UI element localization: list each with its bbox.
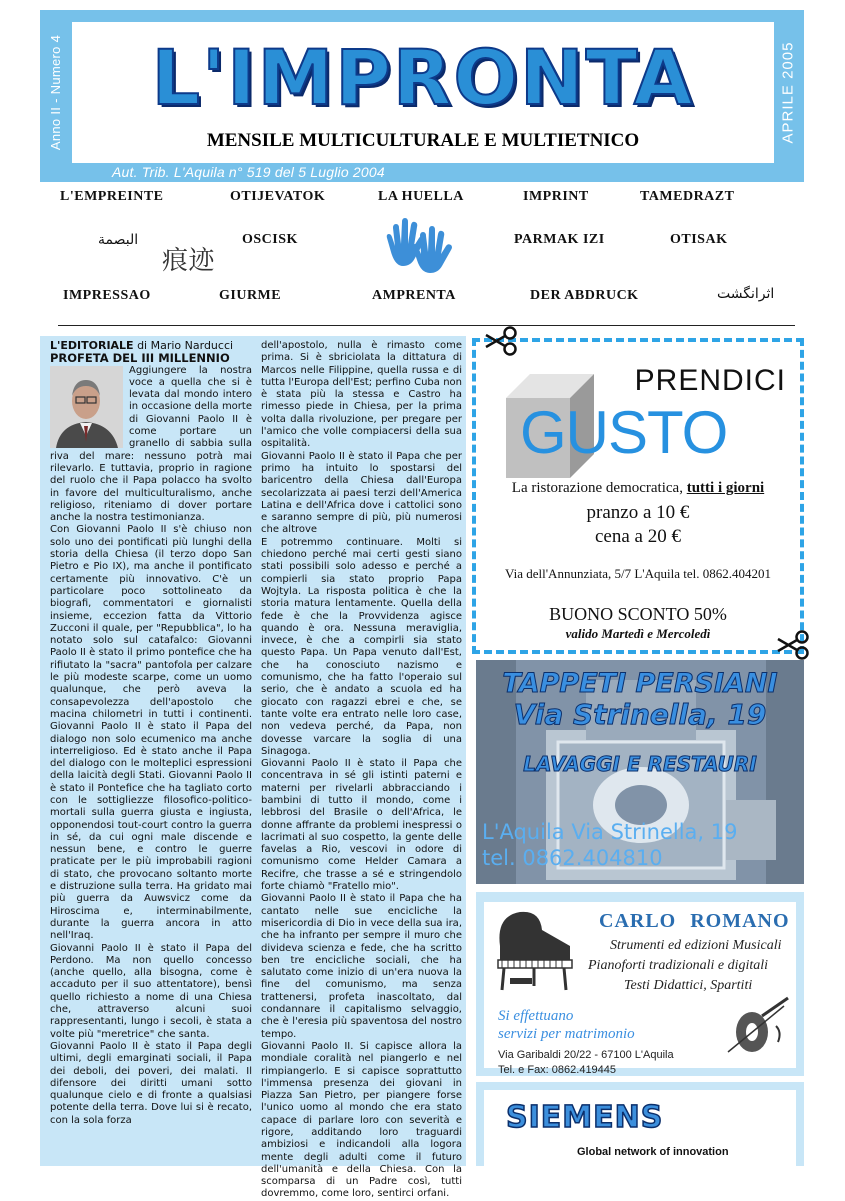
tutti-i-giorni: tutti i giorni xyxy=(686,480,765,496)
word-giurme: GIURME xyxy=(219,288,282,303)
issue-number xyxy=(42,22,70,163)
article-paragraph: Giovanni Paolo II è stato il Papa del Perdono. Ma non quello concesso (anche quello, alla bisogna, come è accaduto per il suo attentatore), bensì quello richiesto a nome di una Chiesa che, attraverso alcuni suoi rappresentanti, lungo i secoli, è stata a volte più "meretrice" che santa. xyxy=(50,942,252,1040)
carlo-address: Via Garibaldi 20/22 - 67100 L'Aquila xyxy=(498,1049,674,1061)
date-label: APRILE 2005 xyxy=(779,41,797,144)
carlo-romano-box xyxy=(484,902,796,1076)
issue-label: Anno II - Numero 4 xyxy=(48,34,64,151)
violin-icon xyxy=(724,996,794,1056)
siemens-tagline: Global network of innovation xyxy=(577,1146,729,1158)
gusto-text: GUSTO xyxy=(520,399,728,466)
cena-price: cena a 20 € xyxy=(595,526,681,547)
article-paragraph: Giovanni Paolo II. Si capisce allora la mondiale coralità nel piangerlo e nel rimpiangerlo. E si capisce soprattutto l'immensa presenza dei giovani in Piazza San Pietro, per piangere forse l'unico uomo al mondo che era stato capace di parlare loro con severità e rigore, additando loro traguardi ambiziosi e indicandoli alla logora mente degli adulti come il futuro dell'umanità e della Chiesa. Con la scomparsa di un Padre così, tutti dovremmo, come loro, sentirci orfani. xyxy=(261,1040,462,1200)
tappeti-services: LAVAGGI E RESTAURI xyxy=(523,752,757,776)
coupon-validity: valido Martedì e Mercoledì xyxy=(565,626,711,641)
article-paragraph: Giovanni Paolo II è stato il Papa che per primo ha intuito lo spostarsi del baricentro della Chiesa dall'Europa secolarizzata ai paesi terzi dell'America Latina e dell'Africa dove i cattolici sono e saranno sempre di più, più numerosi che altrove xyxy=(261,450,462,536)
registration-line: Aut. Trib. L'Aquila n° 519 del 5 Luglio 2004 xyxy=(112,164,385,180)
tappeti-street: Via Strinella, 19 xyxy=(513,698,767,731)
word-impressao: IMPRESSAO xyxy=(63,288,151,303)
masthead xyxy=(40,10,804,182)
author-name: di Mario Narducci xyxy=(137,339,234,352)
carlo-line-1: Strumenti ed edizioni Musicali xyxy=(610,938,782,953)
article-headline: PROFETA DEL III MILLENNIO xyxy=(50,351,230,366)
piano-icon xyxy=(490,906,580,992)
word-der-abdruck: DER ABDRUCK xyxy=(530,288,639,303)
newspaper-title: L'IMPRONTA xyxy=(151,33,695,122)
ad-prendici-gusto[interactable] xyxy=(472,338,804,654)
word-otisak: OTISAK xyxy=(670,232,728,247)
gusto-address: Via dell'Annunziata, 5/7 L'Aquila tel. 0862.404201 xyxy=(504,566,772,581)
newspaper-subtitle: MENSILE MULTICULTURALE E MULTIETNICO xyxy=(206,130,640,151)
pranzo-price: pranzo a 10 € xyxy=(586,502,690,523)
scissors-icon xyxy=(484,326,520,356)
siemens-box xyxy=(484,1090,796,1166)
editorial-label: L'EDITORIALE xyxy=(50,339,134,352)
word-chinese: 痕迹 xyxy=(162,246,216,276)
carlo-events-1: Si effettuano xyxy=(498,1008,574,1024)
article-paragraph: dell'apostolo, nulla è rimasto come prima. Si è sbriciolata la dittatura di Marcos nelle Filippine, quella russa e di tutta l'Europa dell'Est; perfino Cuba non è stata più la stessa e Castro ha rimesso piede in Chiesa, per la prima volta dalla rivoluzione, per pregare per l'amico che volle compiacersi della sua ospitalità. xyxy=(261,340,462,450)
carlo-romano-name: CARLO ROMANO xyxy=(599,910,790,932)
word-parmak-izi: PARMAK IZI xyxy=(514,232,605,247)
word-arabic: البصمة xyxy=(98,232,139,248)
article-paragraph: Con Giovanni Paolo II s'è chiuso non solo uno dei pontificati più lunghi della storia della Chiesa (il terzo dopo San Pietro e Pio IX), ma anche il pontificato certamente più innovativo. C'è un particolare poco sottolineato da biografi, commentatori e giornalisti insieme, eccezion fatta da Vittorio Zucconi il quale, per "Repubblica", lo ha notato solo sul catafalco: Giovanni Paolo II è stato il primo pontefice che ha rifiutato la "sacra" pantofola per calzare le più modeste scarpe, come un uomo qualunque, che però aveva la consapevolezza dell'apostolo che macina chilometri in tutti i continenti. Giovanni Paolo II è stato il Papa del dialogo non solo ecumenico ma anche interreligioso. Ed è stato anche il Papa del dialogo con le molteplici espressioni della laicità degli Stati. Giovanni Paolo II è stato il Pontefice che ha tagliato corto con le sottigliezze filosofico-politico-mortali sulla guerra giusta e ingiusta, opponendosi tout-court contro la guerra in sé, da cui ogni male discende e nessun bene, e contro le guerre praticate per le più improbabili ragioni di stato, che provocano soltanto morte e distruzione sulla terra. Ha gridato mai più guerra da Auwsvicz come da Hiroscima e, interminabilmente, durante la guerra ancora in atto nell'Iraq. xyxy=(50,524,252,942)
tappeti-title: TAPPETI PERSIANI xyxy=(502,668,778,699)
article-column-2 xyxy=(261,340,462,1200)
word-persian: اثرانگشت xyxy=(717,286,775,302)
article-column-1 xyxy=(50,340,252,1164)
divider-line xyxy=(58,325,795,326)
ristorazione-text: La ristorazione democratica, xyxy=(511,480,687,496)
carlo-events-2: servizi per matrimonio xyxy=(498,1026,635,1042)
issue-date xyxy=(774,22,802,163)
ad-carlo-romano[interactable] xyxy=(476,892,804,1076)
handprint-icon xyxy=(383,212,455,274)
carlo-line-2: Pianoforti tradizionali e digitali xyxy=(588,958,769,973)
article-paragraph: Giovanni Paolo II è stato il Papa degli ultimi, degli emarginati sociali, il Papa dei deboli, dei poveri, dei malati. Il difensore dei diritti umani sotto qualunque cielo e di fronte a qualsiasi potente della terra. Dove lui si è recato, con la sola forza xyxy=(50,1040,252,1126)
prendici-text: PRENDICI xyxy=(634,364,786,397)
article-paragraph: E potremmo continuare. Molti si chiedono perché mai certi gesti siano stati possibili solo adesso e perché a compierli sia stato proprio Papa Wojtyla. La risposta politica è che la storia matura lentamente. Quella della fede è che la Provvidenza agisce quando è ora. Nessuna meraviglia, invece, è che a compirli sia stato questo Papa. Un Papa venuto dall'Est, che ha conosciuto nazismo e comunismo, che ha fatto l'operaio sul serio, che è andato a scuola ed ha giocato con ragazzi ebrei e che, se tante volte era entrato nelle loro case, non vedeva perché, da Papa, non dovesse varcare la soglia di una Sinagoga. xyxy=(261,536,462,757)
ad-tappeti-persiani[interactable] xyxy=(476,660,804,884)
ad-siemens[interactable] xyxy=(476,1082,804,1166)
article-paragraph: Giovanni Paolo II è stato il Papa che concentrava in sé gli istinti paterni e materni per rivelarli abbracciando i bambini di tutto il mondo, come i lebbrosi del Brasile o dell'Africa, le donne affrante da problemi inespressi o lacrimati al suo cospetto, la gente delle favelas a Rio, vescovi in odore di comunismo come Helder Camara a Recifre, che trasse a sé e stringendolo forte chiamò "Fratello mio". xyxy=(261,758,462,893)
word-otijevatok: OTIJEVATOK xyxy=(230,189,326,204)
discount-coupon: BUONO SCONTO 50% xyxy=(549,604,727,624)
ristorazione-line xyxy=(476,480,800,497)
article-paragraph: Giovanni Paolo II è stato il Papa che ha cantato nelle sue encicliche la misericordia di Dio in vece della sua ira, che ha infranto per sempre il muro che divideva scienza e fede, che ha scritto ben tre encicliche sociali, che ha salutato come inizio di un'era nuova la fine del comunismo, ma senza trattenersi, profeta inascoltato, dal condannare il capitalismo selvaggio, che è l'eresia più spaventosa del nostro tempo. xyxy=(261,893,462,1040)
word-empreinte: L'EMPREINTE xyxy=(60,189,164,204)
word-la-huella: LA HUELLA xyxy=(378,189,464,204)
word-imprint: IMPRINT xyxy=(523,189,589,204)
word-amprenta: AMPRENTA xyxy=(372,288,456,303)
tappeti-phone: tel. 0862.404810 xyxy=(482,846,663,870)
word-oscisk: OSCISK xyxy=(242,232,298,247)
carlo-phone: Tel. e Fax: 0862.419445 xyxy=(498,1064,617,1076)
word-tamedrazt: TAMEDRAZT xyxy=(640,189,735,204)
siemens-logo: SIEMENS xyxy=(506,1100,664,1135)
author-photo xyxy=(50,366,123,448)
editorial-article xyxy=(40,336,466,1200)
carlo-line-3: Testi Didattici, Spartiti xyxy=(624,978,753,993)
portrait-image xyxy=(50,366,123,448)
masthead-title-box xyxy=(72,22,774,163)
article-paragraph: Aggiungere la nostra voce a quella che si è levata dal mondo intero in occasione della morte di Giovanni Paolo II è come portare un granello di sabbia sulla riva del mare: nessuno potrà mai rilevarlo. E tuttavia, proprio in ragione del ruolo che il Papa polacco ha svolto in favore del multiculturalismo, anche religioso, riteniamo di dover portare anche la nostra testimonianza. xyxy=(50,364,252,524)
tappeti-address: L'Aquila Via Strinella, 19 xyxy=(482,820,738,844)
